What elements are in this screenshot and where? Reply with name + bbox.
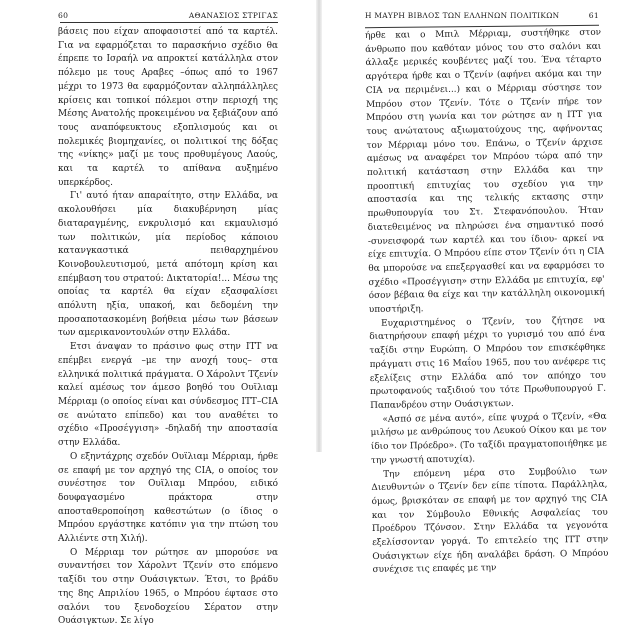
- right-page: [319, 0, 638, 576]
- left-running-head: ΑΘΑΝΑΣΙΟΣ ΣΤΡΙΓΑΣ: [188, 11, 278, 20]
- paragraph: Ο Μέρριαμ τον ρώτησε αν μπορούσε να συναντήσει τον Χάρολντ Τζενίν στο επόμενο ταξίδι του στην Ουάσιγκτων. Έτσι, το βράδυ της 8ης Απριλίου 1965, ο Μπρόου έφτασε στο σαλόνι του ξενοδοχείου Σέρατον στην Ουάσιγκτων. Σε λίγο: [58, 547, 278, 627]
- paragraph: «Ασπό σε μένα αυτό», είπε ψυχρά ο Τζενίν, «Θα μιλήσω με ανθρώπους του Λευκού Οίκου και με τον ίδιο τον Πρόεδρο». (Το ταξίδι πραγματοποιήθηκε με την γνωστή αποτυχία).: [370, 411, 607, 466]
- left-page-header: [58, 6, 278, 20]
- paragraph: Την επόμενη μέρα στο Συμβούλιο των Διευθυντών ο Τζενίν δεν είπε τίποτα. Παράλληλα, όμως, βρισκόταν σε επαφή με τον αρχηγό της CIA και τον Σύμβουλο Εθνικής Ασφαλείας του Προέδρου Τζόνσον. Στην Ελλάδα τα γεγονότα εξελίσσονταν γοργά. Το επιτελείο της ΙΤΤ στην Ουάσιγκτων είχε ήδη αναλάβει δράση. Ο Μπρόου συνέχισε τις επαφές με την: [371, 466, 609, 576]
- paragraph: Ετσι άναψαν το πράσινο φως στην ΙΤΤ να επέμβει ενεργά –με την ανοχή τους– στα ελληνικά πολιτικά πράγματα. Ο Χάρολντ Τζενίν καλεί αμέσως τον άμεσο βοηθό του Ουϊλιαμ Μέρριαμ (ο οποίος είναι και σύνδεσμος ΙΤΤ–CIA σε ανώτατο επίπεδο) και του αναθέτει το σχέδιο «Προσέγγιση» -δηλαδή την αποστασία στην Ελλάδα.: [58, 342, 278, 449]
- left-header-rule: [60, 22, 278, 23]
- right-running-head: Η ΜΑΥΡΗ ΒΙΒΛΟΣ ΤΩΝ ΕΛΛΗΝΩΝ ΠΟΛΙΤΙΚΩΝ: [365, 11, 560, 20]
- paragraph: βάσεις που είχαν αποφασιστεί από τα καρτέλ. Για να εφαρμόζεται το παρασκήνιο σχέδιο θα έπρεπε το Ισραήλ να απροκτεί κατάλληλα στον πόλεμο με τους Αραβες –όπως από το 1967 μέχρι το 1973 θα εφαρμόζονταν αλληπάλληλες κρίσεις και τοπικοί πόλεμοι στην περιοχή της Μέσης Ανατολής προκειμένου να ξεβιάζουν από τους αναπόφευκτους εξοπλισμούς και οι πολεμικές βιομηχανίες, οι πολιτικοί της δόξας της «νίκης» μαζί με τους προθυμέγους Λαούς, και τα καρτέλ το απίθανα αυξημένο υπερκέρδος.: [58, 27, 278, 188]
- paragraph: Ευχαριστημένος ο Τζενίν, του ζήτησε να διατηρήσουν επαφή μέχρι το γυρισμό του από ένα ταξίδι στην Ευρώπη. Ο Μπρόου τον επισκέφθηκε πράγματι στις 16 Μαΐου 1965, που του ανέφερε τις εξελίξεις στην Ελλάδα από τον απόηχο του πρωτοφανούς ταξιδιού του τότε Πρωθυπουργού Γ. Παπανδρέου στην Ουάσιγκτων.: [369, 315, 607, 411]
- left-body-text: [58, 26, 278, 629]
- left-page: [0, 0, 319, 627]
- right-page-number: 61: [588, 11, 599, 20]
- paragraph: Ο εξηντάχρης σχεδόν Ουϊλιαμ Μέρριαμ, ήρθε σε επαφή με τον αρχηγό της CIA, ο οποίος τον συνέστησε τον Ουϊλιαμ Μπρόου, ειδικό δουφαγασμένο πράκτορα στην αποσταθεροποίηση καθεστώτων (ο ίδιος ο Μπρόου εργάστηκε κατόπιν για την πτώση του Αλλιέντε στη Χιλή).: [58, 451, 278, 545]
- left-page-number: 60: [58, 11, 69, 20]
- right-body-text: [365, 27, 609, 578]
- paragraph: ήρθε και ο Μπιλ Μέρριαμ, συστήθηκε στον άνθρωπο που καθόταν μόνος του στο σαλόνι και άλλαξε μερικές κουβέντες μαζί του. Ένα τέταρτο αργότερα ήρθε και ο Τζενίν (αφήνει ακόμα και την CIA να περιμένει...) και ο Μέρριαμ σύστησε τον Μπρόου στον Τζενίν. Τότε ο Τζενίν πήρε τον Μπρόου στη γωνία και τον ρώτησε αν η ΙΤΤ για τους ανώτατους αξιωματούχους της, αφήνοντας τον Μέρριαμ μόνο του. Επάνω, ο Τζενίν άρχισε αμέσως να αναφέρει τον Μπρόου τώρα από την πολιτική κατάσταση στην Ελλάδα και την προοπτική επιτυχίας του σχεδίου για την αποστασία και της τελικής εκτασης στην πρωθυπουργία του Στ. Στεφανόπουλου. Ήταν διατεθειμένος να πληρώσει ένα σημαντικό ποσό -συνεισφορά των καρτέλ και του ίδιου- αρκεί να είχε επιτυχία. Ο Μπρόου είπε στον Τζενίν ότι η CIA θα μπορούσε να επεξεργασθεί και να εφαρμόσει το σχέδιο «Προσέγγιση» στην Ελλάδα με επιτυχία, εφ' όσον βέβαια θα είχε και την κατάλληλη οικονομική υποστήριξη.: [365, 27, 605, 316]
- right-page-header: [365, 6, 599, 20]
- paragraph: Γι' αυτό ήταν απαραίτητο, στην Ελλάδα, να ακολουθήσει μία διακυβέρνηση μίας διαταραγμένης, ενκρυλισμό και εκμαυλισμό των πολιτικών, μία περίοδος κάποιου κατανγκαστικά πειθαρχημένου Κοινοβουλευτισμού, μετά απότομη κρίση και επέμβαση του στρατού: Δικτατορία!... Μέσω της οποίας τα καρτέλ θα είχαν εξασφαλίσει απόλυτη ηξία, υπακοή, και δεδομένη την προσαποτασκομένη βοήθεια μέσω των βάσεων των αμερικανοντουλών στην Ελλάδα.: [58, 191, 278, 339]
